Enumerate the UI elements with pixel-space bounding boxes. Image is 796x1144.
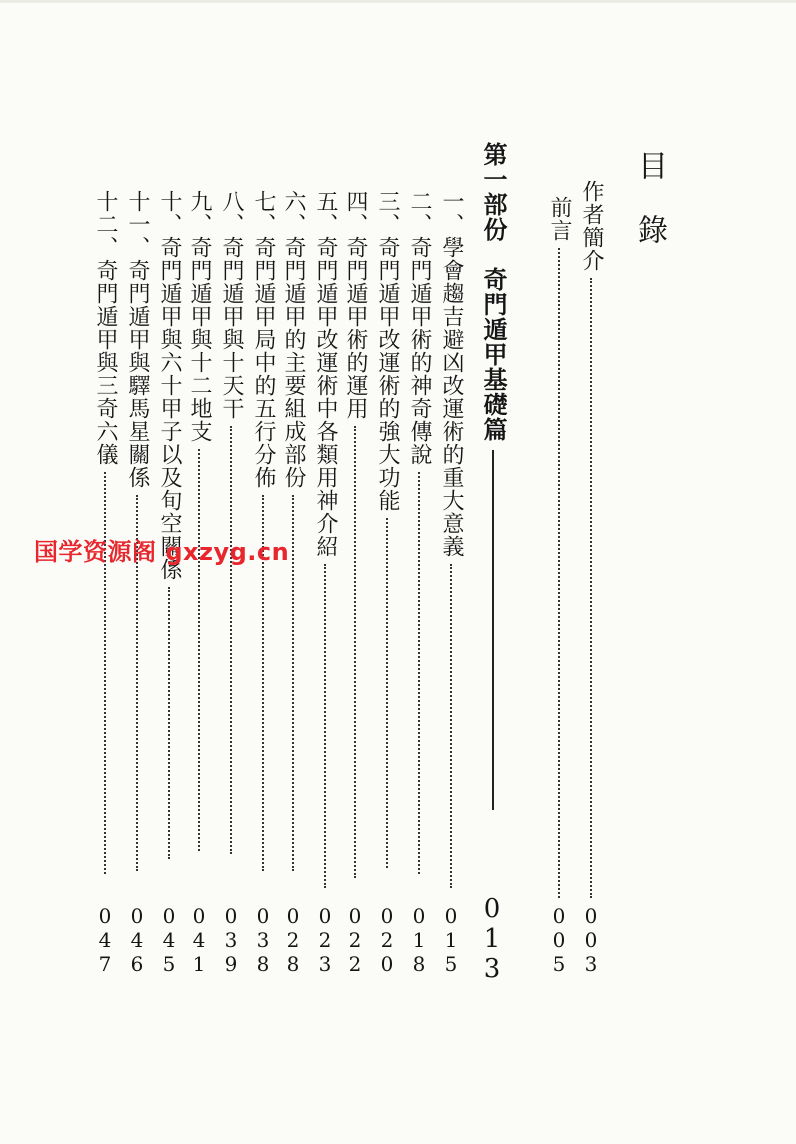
toc-entry-preface — [546, 196, 572, 898]
page-number: 0 1 8 — [412, 904, 426, 976]
dot-leader — [386, 518, 388, 868]
toc-entry-label: 六、奇門遁甲的主要組成部份 — [281, 190, 306, 489]
toc-title-char-1: 目 — [632, 150, 667, 181]
dot-leader — [450, 564, 452, 888]
page-number: 0 0 3 — [584, 904, 598, 976]
page-number: 0 4 7 — [98, 904, 112, 976]
page-number: 0 3 9 — [224, 904, 238, 976]
toc-entry — [156, 190, 182, 859]
part-heading — [478, 142, 508, 810]
toc-title-char-2: 錄 — [632, 214, 667, 245]
dot-leader — [324, 564, 326, 888]
toc-entry — [124, 190, 150, 871]
part-rule — [492, 450, 494, 810]
page-number: 0 2 2 — [348, 904, 362, 976]
toc-entry-label: 三、奇門遁甲改運術的強大功能 — [375, 190, 400, 512]
page-number: 0 4 5 — [162, 904, 176, 976]
page-number: 0 2 8 — [286, 904, 300, 976]
page-number: 0 4 1 — [192, 904, 206, 976]
toc-entry — [186, 190, 212, 851]
toc-entry-label: 五、奇門遁甲改運術中各類用神介紹 — [313, 190, 338, 558]
toc-entry — [312, 190, 338, 888]
dot-leader — [418, 472, 420, 874]
dot-leader — [590, 278, 592, 898]
watermark: 国学资源阁 gxzyg.cn — [34, 538, 290, 566]
toc-entry-label: 十二、奇門遁甲與三奇六儀 — [93, 190, 118, 466]
dot-leader — [292, 495, 294, 871]
page-number: 0 2 3 — [318, 904, 332, 976]
toc-entry-label: 二、奇門遁甲術的神奇傳說 — [407, 190, 432, 466]
toc-entry-label: 八、奇門遁甲與十天干 — [219, 190, 244, 420]
toc-entry-label: 四、奇門遁甲術的運用 — [343, 190, 368, 420]
page-number: 0 2 0 — [380, 904, 394, 976]
toc-entry-label: 十一、奇門遁甲與驛馬星關係 — [125, 190, 150, 489]
page-edge — [0, 0, 796, 3]
toc-entry-label: 作者簡介 — [579, 180, 604, 272]
dot-leader — [198, 449, 200, 851]
toc-entry — [374, 190, 400, 868]
toc-entry-label: 七、奇門遁甲局中的五行分佈 — [251, 190, 276, 489]
toc-entry — [218, 190, 244, 854]
part-page-number: 0 1 3 — [483, 894, 501, 984]
toc-entry-author — [578, 180, 604, 898]
toc-entry — [406, 190, 432, 874]
page-number: 0 1 5 — [444, 904, 458, 976]
toc-entry — [250, 190, 276, 871]
toc-entry — [280, 190, 306, 871]
toc-entry — [438, 190, 464, 888]
page-number: 0 3 8 — [256, 904, 270, 976]
toc-entry-label: 前言 — [547, 196, 572, 242]
dot-leader — [168, 587, 170, 859]
dot-leader — [558, 248, 560, 898]
toc-entry — [342, 190, 368, 878]
dot-leader — [230, 426, 232, 854]
part-heading-label: 第一部份 奇門遁甲基礎篇 — [479, 142, 508, 442]
page-number: 0 4 6 — [130, 904, 144, 976]
toc-entry-label: 一、學會趨吉避凶改運術的重大意義 — [439, 190, 464, 558]
toc-entry-label: 九、奇門遁甲與十二地支 — [187, 190, 212, 443]
page-number: 0 0 5 — [552, 904, 566, 976]
toc-entry-label: 十、奇門遁甲與六十甲子以及旬空關係 — [157, 190, 182, 581]
dot-leader — [354, 426, 356, 878]
